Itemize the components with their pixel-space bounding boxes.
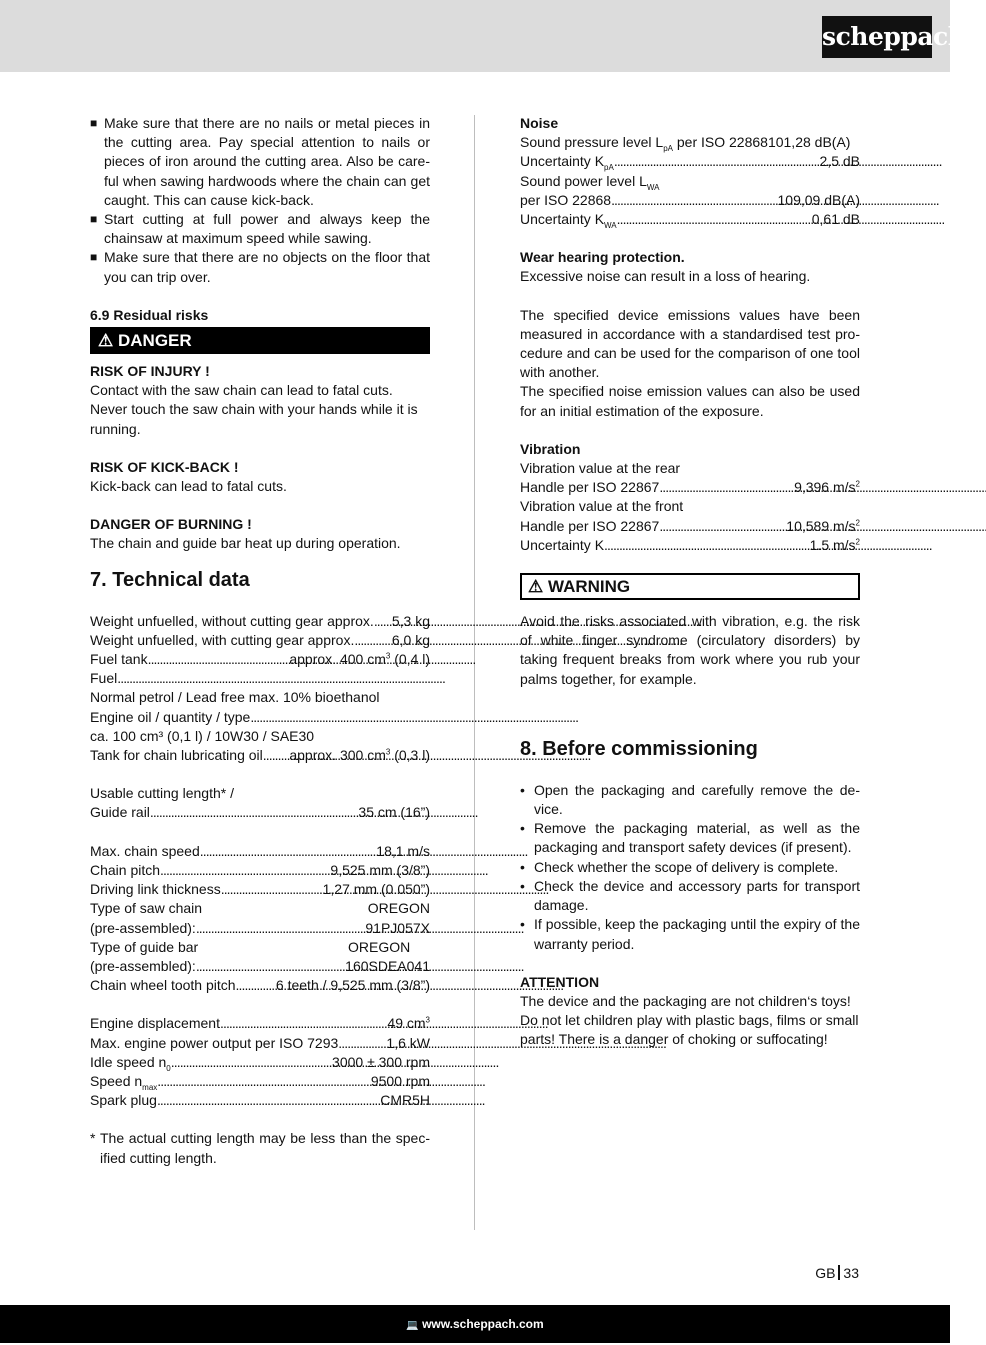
spec-value: 35 cm (16”) <box>358 804 430 821</box>
noise-heading: Noise <box>520 115 559 131</box>
spec-row <box>90 1053 430 1072</box>
spec-row <box>90 1014 430 1033</box>
subscript: 0 <box>166 1063 171 1073</box>
list-item-text: Open the packaging and carefully remove the de-vice. <box>534 781 860 818</box>
spec-value: 9,525 mm (3/8”) <box>330 861 430 878</box>
chain-oil-litres: (0,3 l) <box>394 747 430 764</box>
risk-burning-title: DANGER OF BURNING ! <box>90 516 252 533</box>
spec-label: Driving link thickness <box>90 881 221 898</box>
spec-label: Handle per ISO 22867 <box>520 517 660 534</box>
subscript: WA <box>604 220 617 230</box>
warning-triangle-icon: ⚠ <box>98 331 114 351</box>
spec-row <box>90 938 430 957</box>
square-bullet-icon: ■ <box>90 212 98 227</box>
spec-label: Max. chain speed <box>90 842 200 859</box>
spec-value: 9500 rpm <box>370 1072 430 1089</box>
spec-row <box>90 976 430 995</box>
sound-power-label: Sound power level L <box>520 172 647 189</box>
warning-text: Avoid the risks associated with vibration, e.g. the risk of white finger syndrome (circulatory disorders) by taking frequent breaks from work where you rub your palms together, for example. <box>520 613 860 687</box>
spec-row <box>520 210 860 229</box>
spec-value <box>387 1014 430 1033</box>
vibration-value: 10,589 m/s <box>786 517 856 534</box>
brand-logo: scheppach <box>822 16 932 58</box>
spec-label: (pre-assembled): <box>90 919 196 936</box>
spec-value <box>810 536 860 555</box>
list-item <box>90 248 430 286</box>
spec-value: 91PJ057X <box>365 919 430 936</box>
list-item <box>520 819 860 857</box>
spec-label: Tank for chain lubricating oil <box>90 747 263 764</box>
list-item-text: Check whether the scope of delivery is complete. <box>534 858 839 875</box>
spec-value: CMR5H <box>380 1092 430 1109</box>
bullet-text: Start cutting at full power and always keep the chainsaw at maximum speed while sawing. <box>104 211 430 247</box>
list-item-text: Remove the packaging material, as well as the packaging and transport safety devices (if present). <box>534 820 860 856</box>
emission-paragraph: The specified device emissions values have been measured in accordance with a standardised test pro-cedure and can be used for the comparison of one tool with another. <box>520 306 860 381</box>
list-item <box>520 781 860 819</box>
spec-row <box>520 191 860 210</box>
warning-label: WARNING <box>547 577 631 597</box>
spec-row <box>90 1034 430 1053</box>
superscript: 3 <box>385 651 391 661</box>
list-item <box>520 877 860 915</box>
spec-value: OREGON <box>348 938 411 955</box>
spec-value: 2,5 dB <box>819 153 860 170</box>
spec-label: Uncertainty K <box>520 536 605 553</box>
computer-icon: 💻 <box>406 1320 419 1331</box>
spec-value <box>794 478 860 497</box>
bullet-dot-icon: • <box>520 820 525 837</box>
hearing-protection-title: Wear hearing protection. <box>520 249 685 266</box>
bullet-dot-icon: • <box>520 916 525 933</box>
spec-row <box>90 1072 430 1091</box>
spec-row <box>90 650 430 669</box>
emission-paragraph: The specified noise emission values can also be used for an initial estimation of the exposure. <box>520 383 860 419</box>
spec-value: per ISO 22868101,28 dB(A) <box>676 134 851 151</box>
spec-label: Usable cutting length* / <box>90 785 234 802</box>
vibration-heading: Vibration <box>520 440 581 457</box>
spec-label: Handle per ISO 22867 <box>520 479 660 496</box>
spec-label: Fuel <box>90 670 118 687</box>
spec-label <box>520 172 860 191</box>
chain-oil-value: approx. 300 cm <box>289 747 386 764</box>
spec-label <box>90 1072 157 1091</box>
spec-value: Normal petrol / Lead free max. 10% bioethanol <box>90 689 380 706</box>
spec-value: ca. 100 cm³ (0,1 l) / 10W30 / SAE30 <box>90 727 315 744</box>
right-column <box>520 114 860 1050</box>
spec-row <box>520 133 860 152</box>
square-bullet-icon: ■ <box>90 250 98 265</box>
spec-row <box>90 880 430 899</box>
spec-label: Spark plug <box>90 1092 157 1109</box>
spec-label: Chain pitch <box>90 861 161 878</box>
spec-row <box>520 478 860 497</box>
uncertainty-label: Uncertainty K <box>520 211 605 228</box>
footer-url[interactable]: www.scheppach.com <box>422 1317 544 1331</box>
spec-row <box>520 152 860 171</box>
subscript: WA <box>646 182 660 192</box>
danger-banner <box>90 327 430 354</box>
footnote-text: The actual cutting length may be less than the spec-ified cutting length. <box>100 1130 430 1166</box>
list-item <box>90 210 430 248</box>
spec-row <box>90 919 430 938</box>
idle-label: Idle speed n <box>90 1053 167 1070</box>
spec-row <box>520 536 860 555</box>
list-item <box>90 114 430 210</box>
fuel-tank-value: approx. 400 cm <box>289 651 386 668</box>
spec-value: OREGON <box>367 900 430 917</box>
spec-row <box>90 861 430 880</box>
spec-label: (pre-assembled): <box>90 957 196 974</box>
spec-value: 6,0 kg <box>391 631 430 648</box>
superscript: 2 <box>855 518 860 527</box>
subscript: max <box>142 1082 158 1092</box>
spec-row <box>90 612 430 631</box>
vibration-value: 9,396 m/s <box>794 479 856 496</box>
page-language: GB <box>815 1265 836 1281</box>
spec-row <box>90 957 430 976</box>
risk-kickback-text: Kick-back can lead to fatal cuts. <box>90 478 287 495</box>
spec-row <box>90 1091 430 1110</box>
spec-label: Chain wheel tooth pitch <box>90 977 236 994</box>
spec-label <box>90 1053 171 1072</box>
bullet-text: Make sure that there are no nails or metal pieces in the cutting area. Pay special attention to nails or pieces of iron around the cutting area. Also be care-ful when sawing hardwoods where the chain can get caught. This can cause kick-back. <box>104 115 430 208</box>
spec-label: Engine oil / quantity / type <box>90 708 251 725</box>
spec-label: per ISO 22868 <box>520 191 612 208</box>
spec-value: 109,09 dB(A) <box>777 191 860 208</box>
displacement-value: 49 cm <box>387 1015 426 1032</box>
spec-value: 1,27 mm (0.050”) <box>322 881 430 898</box>
spec-label: Weight unfuelled, with cutting gear approx. <box>90 631 355 648</box>
spec-value: 18,1 m/s <box>376 842 430 859</box>
danger-label: DANGER <box>117 331 192 351</box>
subscript: pA <box>604 163 614 173</box>
superscript: 2 <box>855 537 860 547</box>
technical-data-heading: 7. Technical data <box>90 568 250 591</box>
speed-max-label: Speed n <box>90 1072 143 1089</box>
bullet-dot-icon: • <box>520 877 525 894</box>
spec-row <box>90 899 430 918</box>
risk-burning-text: The chain and guide bar heat up during operation. <box>90 535 401 552</box>
spec-value: 0,61 dB <box>811 211 860 228</box>
square-bullet-icon: ■ <box>90 116 98 130</box>
page-number-value: 33 <box>843 1265 859 1281</box>
spec-label: Vibration value at the rear <box>520 460 681 477</box>
bullet-dot-icon: • <box>520 781 525 798</box>
spec-label: Weight unfuelled, without cutting gear approx. <box>90 612 374 629</box>
bullet-dot-icon: • <box>520 858 525 875</box>
spec-value <box>289 650 430 669</box>
left-column <box>90 114 430 1168</box>
fuel-tank-litres: (0,4 l) <box>394 651 430 668</box>
list-item-text: Check the device and accessory parts for transport damage. <box>534 877 860 914</box>
spec-label: Guide rail <box>90 804 150 821</box>
superscript: 3 <box>385 747 391 757</box>
list-item <box>520 915 860 953</box>
list-item-text: If possible, keep the packaging until the expiry of the warranty period. <box>534 916 860 952</box>
spec-value: 3000 ± 300 rpm <box>332 1053 430 1070</box>
spec-label <box>520 152 614 171</box>
spec-row <box>90 708 430 727</box>
subscript: pA <box>663 144 673 153</box>
spec-row <box>90 842 430 861</box>
warning-banner <box>520 573 860 600</box>
risk-kickback-title: RISK OF KICK-BACK ! <box>90 458 239 475</box>
footnote <box>90 1129 430 1167</box>
spec-value <box>289 746 430 765</box>
spec-label: Max. engine power output per ISO 7293 <box>90 1034 339 1051</box>
spec-value: 5,3 kg <box>391 612 430 629</box>
bullet-text: Make sure that there are no objects on the floor that you can trip over. <box>104 249 430 285</box>
spec-label: Fuel tank <box>90 651 148 668</box>
page-footer <box>0 1305 950 1343</box>
spec-label: Type of saw chain <box>90 900 203 917</box>
spec-value: 160SDEA041 <box>345 957 430 974</box>
page-number <box>815 1265 859 1281</box>
spec-row <box>90 746 430 765</box>
list-item <box>520 858 860 877</box>
spec-label: Engine displacement <box>90 1015 220 1032</box>
attention-title: ATTENTION <box>520 973 600 990</box>
uncertainty-label: Uncertainty K <box>520 153 605 170</box>
vibration-value: 1.5 m/s <box>809 536 856 553</box>
page-separator <box>838 1265 840 1280</box>
spec-label: Type of guide bar <box>90 938 199 955</box>
section-heading-residual-risks: 6.9 Residual risks <box>90 306 209 323</box>
spec-label <box>520 210 617 229</box>
spec-row <box>520 517 860 536</box>
spec-value: 6 teeth / 9,525 mm (3/8”) <box>275 977 430 994</box>
spec-label: Vibration value at the front <box>520 498 684 515</box>
warning-triangle-icon: ⚠ <box>528 577 544 597</box>
spec-value: 1,6 kW <box>386 1034 430 1051</box>
superscript: 3 <box>425 1015 430 1025</box>
attention-text: The device and the packaging are not children‘s toys! Do not let children play with plastic bags, films or small parts! There is a danger of choking or suffocating! <box>520 992 859 1048</box>
spec-row <box>90 631 430 650</box>
footnote-mark: * <box>90 1130 96 1147</box>
spec-row <box>90 669 430 688</box>
risk-injury-text: Contact with the saw chain can lead to fatal cuts. Never touch the saw chain with your hands while it is running. <box>90 382 418 437</box>
spec-row <box>90 803 430 822</box>
page-header <box>0 0 966 72</box>
spec-value <box>786 517 860 536</box>
spec-label: Sound pressure level L <box>520 134 664 151</box>
commissioning-heading: 8. Before commissioning <box>520 737 758 760</box>
hearing-protection-text: Excessive noise can result in a loss of hearing. <box>520 268 811 285</box>
risk-injury-title: RISK OF INJURY ! <box>90 363 210 380</box>
superscript: 2 <box>855 479 860 489</box>
